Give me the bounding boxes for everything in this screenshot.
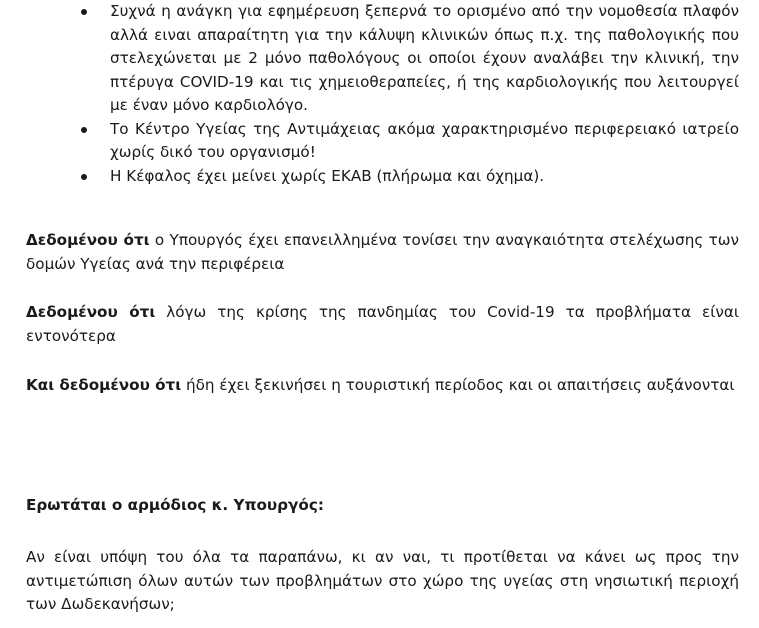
question-paragraph: Αν είναι υπόψη του όλα τα παραπάνω, κι αν ναι, τι προτίθεται να κάνει ως προς την αντιμετώπιση όλων αυτών των προβλημάτων στο χώρο της υγείας στη νησιωτική περιοχή των Δωδεκανήσων; — [26, 548, 739, 613]
given-lead: Και δεδομένου ότι — [26, 376, 182, 394]
list-item — [70, 0, 739, 118]
given-text: λόγω της κρίσης της πανδημίας του Covid-19 τα προβλήματα είναι εντονότερα — [26, 303, 739, 345]
list-item — [70, 118, 739, 165]
given-lead: Δεδομένου ότι — [26, 231, 150, 249]
bullet-icon — [81, 9, 87, 15]
given-paragraph-1 — [26, 229, 739, 276]
list-item — [70, 165, 739, 189]
bullet-icon — [81, 174, 87, 180]
bullet-text: Συχνά η ανάγκη για εφημέρευση ξεπερνά το ορισμένο από την νομοθεσία πλαφόν αλλά ειναι απαραίτητη για την κάλυψη κλινικών όπως π.χ. της παθολογικής που στελεχώνεται με 2 μόνο παθολόγους οι οποίοι έχουν αναλάβει την κλινική, την πτέρυγα COVID-19 και τις χημειοθεραπείες, ή της καρδιολογικής που λειτουργεί με έναν μόνο καρδιολόγο. — [110, 2, 739, 114]
bullet-icon — [81, 127, 87, 133]
given-text: ο Υπουργός έχει επανειλλημένα τονίσει την αναγκαιότητα στελέχωσης των δομών Υγείας ανά την περιφέρεια — [26, 231, 739, 273]
given-lead: Δεδομένου ότι — [26, 303, 156, 321]
bullet-list — [70, 0, 739, 188]
given-paragraph-3 — [26, 374, 739, 398]
bullet-text: Το Κέντρο Υγείας της Αντιμάχειας ακόμα χαρακτηρισμένο περιφερειακό ιατρείο χωρίς δικό του οργανισμό! — [110, 119, 739, 161]
given-paragraph-2 — [26, 301, 739, 348]
bullet-text: Η Κέφαλος έχει μείνει χωρίς ΕΚΑΒ (πλήρωμα και όχημα). — [110, 166, 545, 185]
given-text: ήδη έχει ξεκινήσει η τουριστική περίοδος και οι απαιτήσεις αυξάνονται — [181, 376, 735, 394]
question-heading: Ερωτάται ο αρμόδιος κ. Υπουργός: — [26, 496, 324, 514]
